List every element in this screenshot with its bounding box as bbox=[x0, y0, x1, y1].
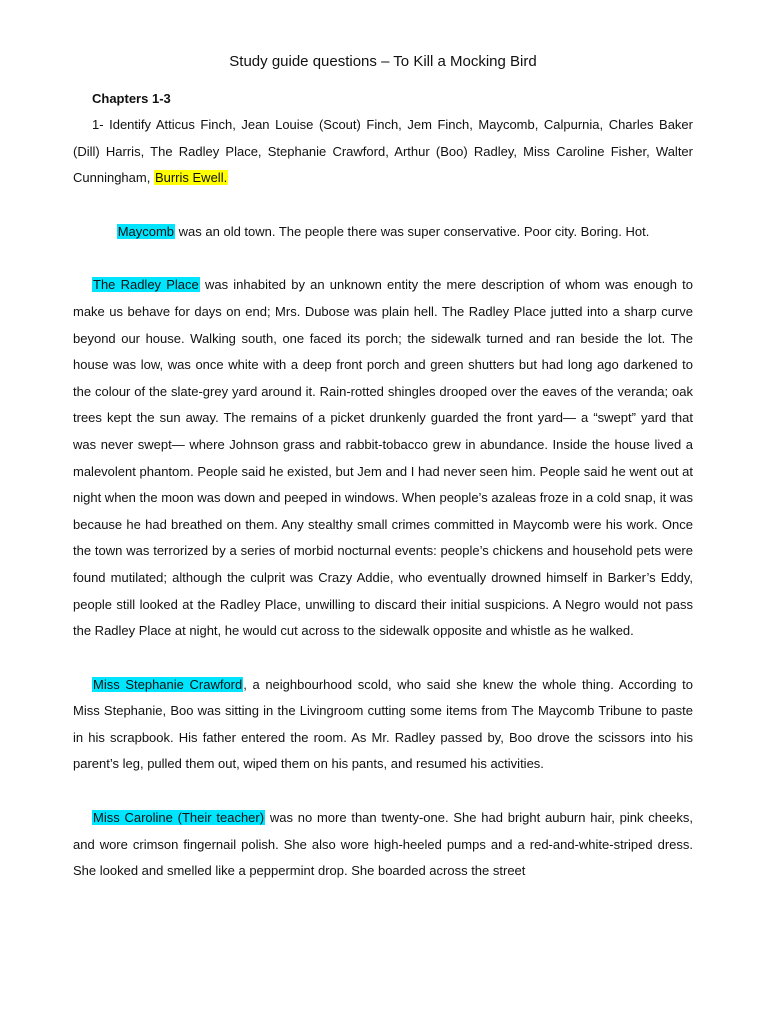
maycomb-text: was an old town. The people there was super conservative. Poor city. Boring. Hot. bbox=[175, 223, 650, 239]
stephanie-crawford-text: , a neighbourhood scold, who said she knew the whole thing. According to Miss Stephanie, Boo was sitting in the Livingroom cutting some items from The Maycomb Tribune to paste in his scrapbook. His father entered the room. As Mr. Radley passed by, Boo drove the scissors into his parent’s leg, pulled them out, wiped them on his pants, and resumed his activities. bbox=[73, 676, 693, 772]
highlight-stephanie-crawford: Miss Stephanie Crawford bbox=[93, 676, 243, 692]
paragraph-radley-place bbox=[73, 272, 693, 644]
highlight-burris-ewell: Burris Ewell. bbox=[154, 170, 228, 186]
miss-caroline-text: was no more than twenty-one. She had bright auburn hair, pink cheeks, and wore crimson fingernail polish. She also wore high-heeled pumps and a red-and-white-striped dress. She looked and smelled like a peppermint drop. She boarded across the street bbox=[73, 810, 693, 879]
chapters-heading: Chapters 1-3 bbox=[92, 91, 171, 106]
document-page bbox=[73, 50, 693, 885]
paragraph-miss-caroline bbox=[73, 805, 693, 885]
paragraph-maycomb bbox=[73, 219, 693, 246]
highlight-maycomb: Maycomb bbox=[117, 223, 175, 239]
highlight-radley-place: The Radley Place bbox=[93, 277, 199, 293]
paragraph-stephanie-crawford bbox=[73, 672, 693, 778]
document-title: Study guide questions – To Kill a Mocking Bird bbox=[229, 53, 537, 70]
question-1-text: 1- Identify Atticus Finch, Jean Louise (Scout) Finch, Jem Finch, Maycomb, Calpurnia, Charles Baker (Dill) Harris, The Radley Place, Stephanie Crawford, Arthur (Boo) Radley, Miss Caroline Fisher, Walter Cunningham, bbox=[73, 117, 693, 186]
radley-place-text: was inhabited by an unknown entity the mere description of whom was enough to make us behave for days on end; Mrs. Dubose was plain hell. The Radley Place jutted into a sharp curve beyond our house. Walking south, one faced its porch; the sidewalk turned and ran beside the lot. The house was low, was once white with a deep front porch and green shutters but had long ago darkened to the colour of the slate-grey yard around it. Rain-rotted shingles drooped over the eaves of the veranda; oak trees kept the sun away. The remains of a picket drunkenly guarded the front yard— a “swept” yard that was never swept— where Johnson grass and rabbit-tobacco grew in abundance. Inside the house lived a malevolent phantom. People said he existed, but Jem and I had never seen him. People said he went out at night when the moon was down and peeped in windows. When people’s azaleas froze in a cold snap, it was because he had breathed on them. Any stealthy small crimes committed in Maycomb were his work. Once the town was terrorized by a series of morbid nocturnal events: people’s chickens and household pets were found mutilated; although the culprit was Crazy Addie, who eventually drowned himself in Barker’s Eddy, people still looked at the Radley Place, unwilling to discard their initial suspicions. A Negro would not pass the Radley Place at night, he would cut across to the sidewalk opposite and whistle as he walked. bbox=[73, 277, 693, 639]
highlight-miss-caroline: Miss Caroline (Their teacher) bbox=[93, 810, 265, 826]
question-1 bbox=[73, 112, 693, 192]
